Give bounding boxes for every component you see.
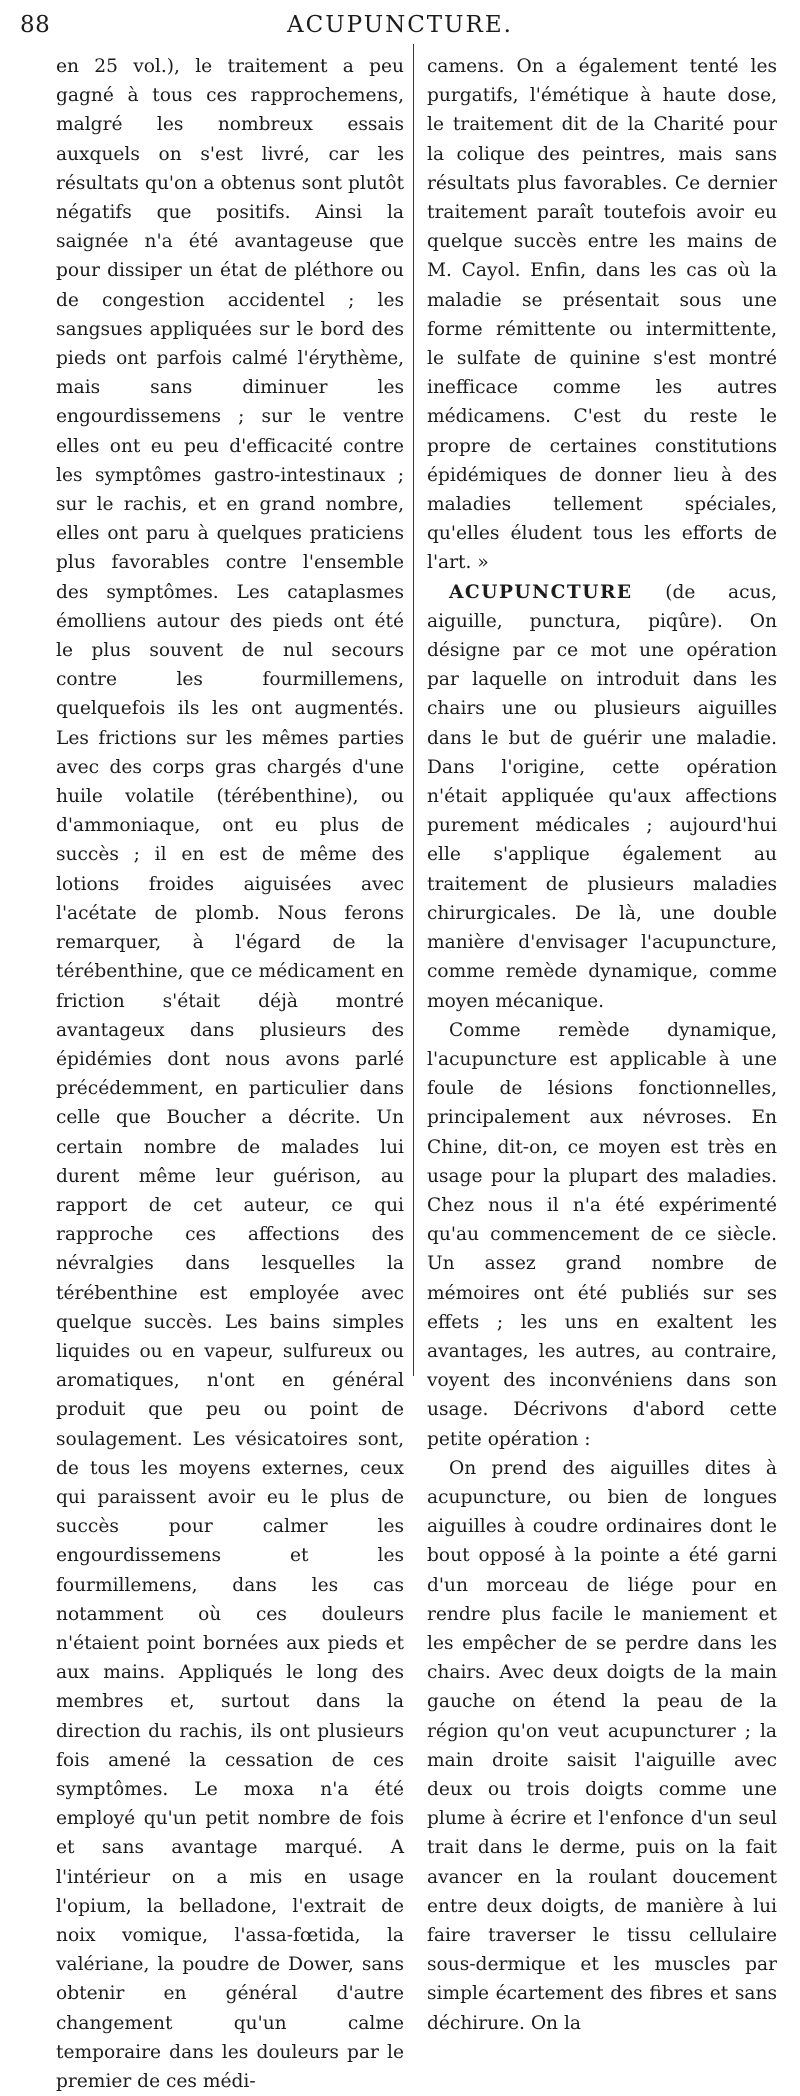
- right-paragraph-1: camens. On a également tenté les purgatifs, l'émétique à haute dose, le traitement dit de la Charité pour la colique des peintres, mais sans résultats plus favorables. Ce dernier traitement paraît toutefois avoir eu quelque succès entre les mains de M. Cayol. Enfin, dans les cas où la maladie se présentait sous une forme rémittente ou intermittente, le sulfate de quinine s'est montré inefficace comme les autres médicamens. C'est du reste le propre de certaines constitutions épidémiques de donner lieu à des maladies tellement spéciales, qu'elles éludent tous les efforts de l'art. »: [427, 56, 777, 574]
- running-title: ACUPUNCTURE.: [287, 12, 513, 38]
- left-column: [56, 52, 404, 2096]
- left-paragraph-1: en 25 vol.), le traitement a peu gagné à tous ces rapprochemens, malgré les nombreux essais auxquels on s'est livré, car les résultats qu'on a obtenus sont plutôt négatifs que positifs. Ainsi la saignée n'a été avantageuse que pour dissiper un état de pléthore ou de congestion accidentel ; les sangsues appliquées sur le bord des pieds ont parfois calmé l'érythème, mais sans diminuer les engourdissemens ; sur le ventre elles ont eu peu d'efficacité contre les symptômes gastro-intestinaux ; sur le rachis, et en grand nombre, elles ont paru à quelques praticiens plus favorables contre l'ensemble des symptômes. Les cataplasmes émolliens autour des pieds ont été le plus souvent de nul secours contre les fourmillemens, quelquefois ils les ont augmentés. Les frictions sur les mêmes parties avec des corps gras chargés d'une huile volatile (térébenthine), ou d'ammoniaque, ont eu plus de succès ; il en est de même des lotions froides aiguisées avec l'acétate de plomb. Nous ferons remarquer, à l'égard de la térébenthine, que ce médicament en friction s'était déjà montré avantageux dans plusieurs des épidémies dont nous avons parlé précédemment, en particulier dans celle que Boucher a décrite. Un certain nombre de malades lui durent même leur guérison, au rapport de cet auteur, ce qui rapproche ces affections des névralgies dans lesquelles la térébenthine est employée avec quelque succès. Les bains simples liquides ou en vapeur, sulfureux ou aromatiques, n'ont en général produit que peu ou point de soulagement. Les vésicatoires sont, de tous les moyens externes, ceux qui paraissent avoir eu le plus de succès pour calmer les engourdissemens et les fourmillemens, dans les cas notamment où ces douleurs n'étaient point bornées aux pieds et aux mains. Appliqués le long des membres et, surtout dans la direction du rachis, ils ont plusieurs fois amené la cessation de ces symptômes. Le moxa n'a été employé qu'un petit nombre de fois et sans avantage marqué. A l'intérieur on a mis en usage l'opium, la belladone, l'extrait de noix vomique, l'assa-fœtida, la valériane, la poudre de Dower, sans obtenir en général d'autre changement qu'un calme temporaire dans les douleurs par le premier de ces médi-: [56, 56, 404, 2093]
- right-paragraph-4: On prend des aiguilles dites à acupuncture, ou bien de longues aiguilles à coudre ordinaires dont le bout opposé à la pointe a été garni d'un morceau de liége pour en rendre plus facile le maniement et les empêcher de se perdre dans les chairs. Avec deux doigts de la main gauche on étend la peau de la région qu'on veut acupuncturer ; la main droite saisit l'aiguille avec deux ou trois doigts comme une plume à écrire et l'enfonce d'un seul trait dans le derme, puis on la fait avancer en la roulant doucement entre deux doigts, de manière à lui faire traverser le tissu cellulaire sous-dermique et les muscles par simple écartement des fibres et sans déchirure. On la: [427, 1457, 777, 2034]
- column-divider: [413, 44, 414, 1376]
- right-paragraph-3: Comme remède dynamique, l'acupuncture est applicable à une foule de lésions fonctionnelles, principalement aux névroses. En Chine, dit-on, ce moyen est très en usage pour la plupart des maladies. Chez nous il n'a été expérimenté qu'au commencement de ce siècle. Un assez grand nombre de mémoires ont été publiés sur ses effets ; les uns en exaltent les avantages, les autres, au contraire, voyent des inconvéniens dans son usage. Décrivons d'abord cette petite opération :: [427, 1019, 777, 1450]
- page-number: 88: [20, 12, 51, 38]
- right-column: [427, 52, 777, 2038]
- entry-paragraph: [427, 578, 777, 1016]
- entry-definition: (de acus, aiguille, punctura, piqûre). On désigne par ce mot une opération par laquelle on introduit dans les chairs une ou plusieurs aiguilles dans le but de guérir une maladie. Dans l'origine, cette opération n'était appliquée qu'aux affections purement médicales ; aujourd'hui elle s'applique également au traitement de plusieurs maladies chirurgicales. De là, une double manière d'envisager l'acupuncture, comme remède dynamique, comme moyen mécanique.: [427, 581, 777, 1012]
- page-header: [0, 4, 800, 44]
- entry-headword: ACUPUNCTURE: [449, 581, 633, 603]
